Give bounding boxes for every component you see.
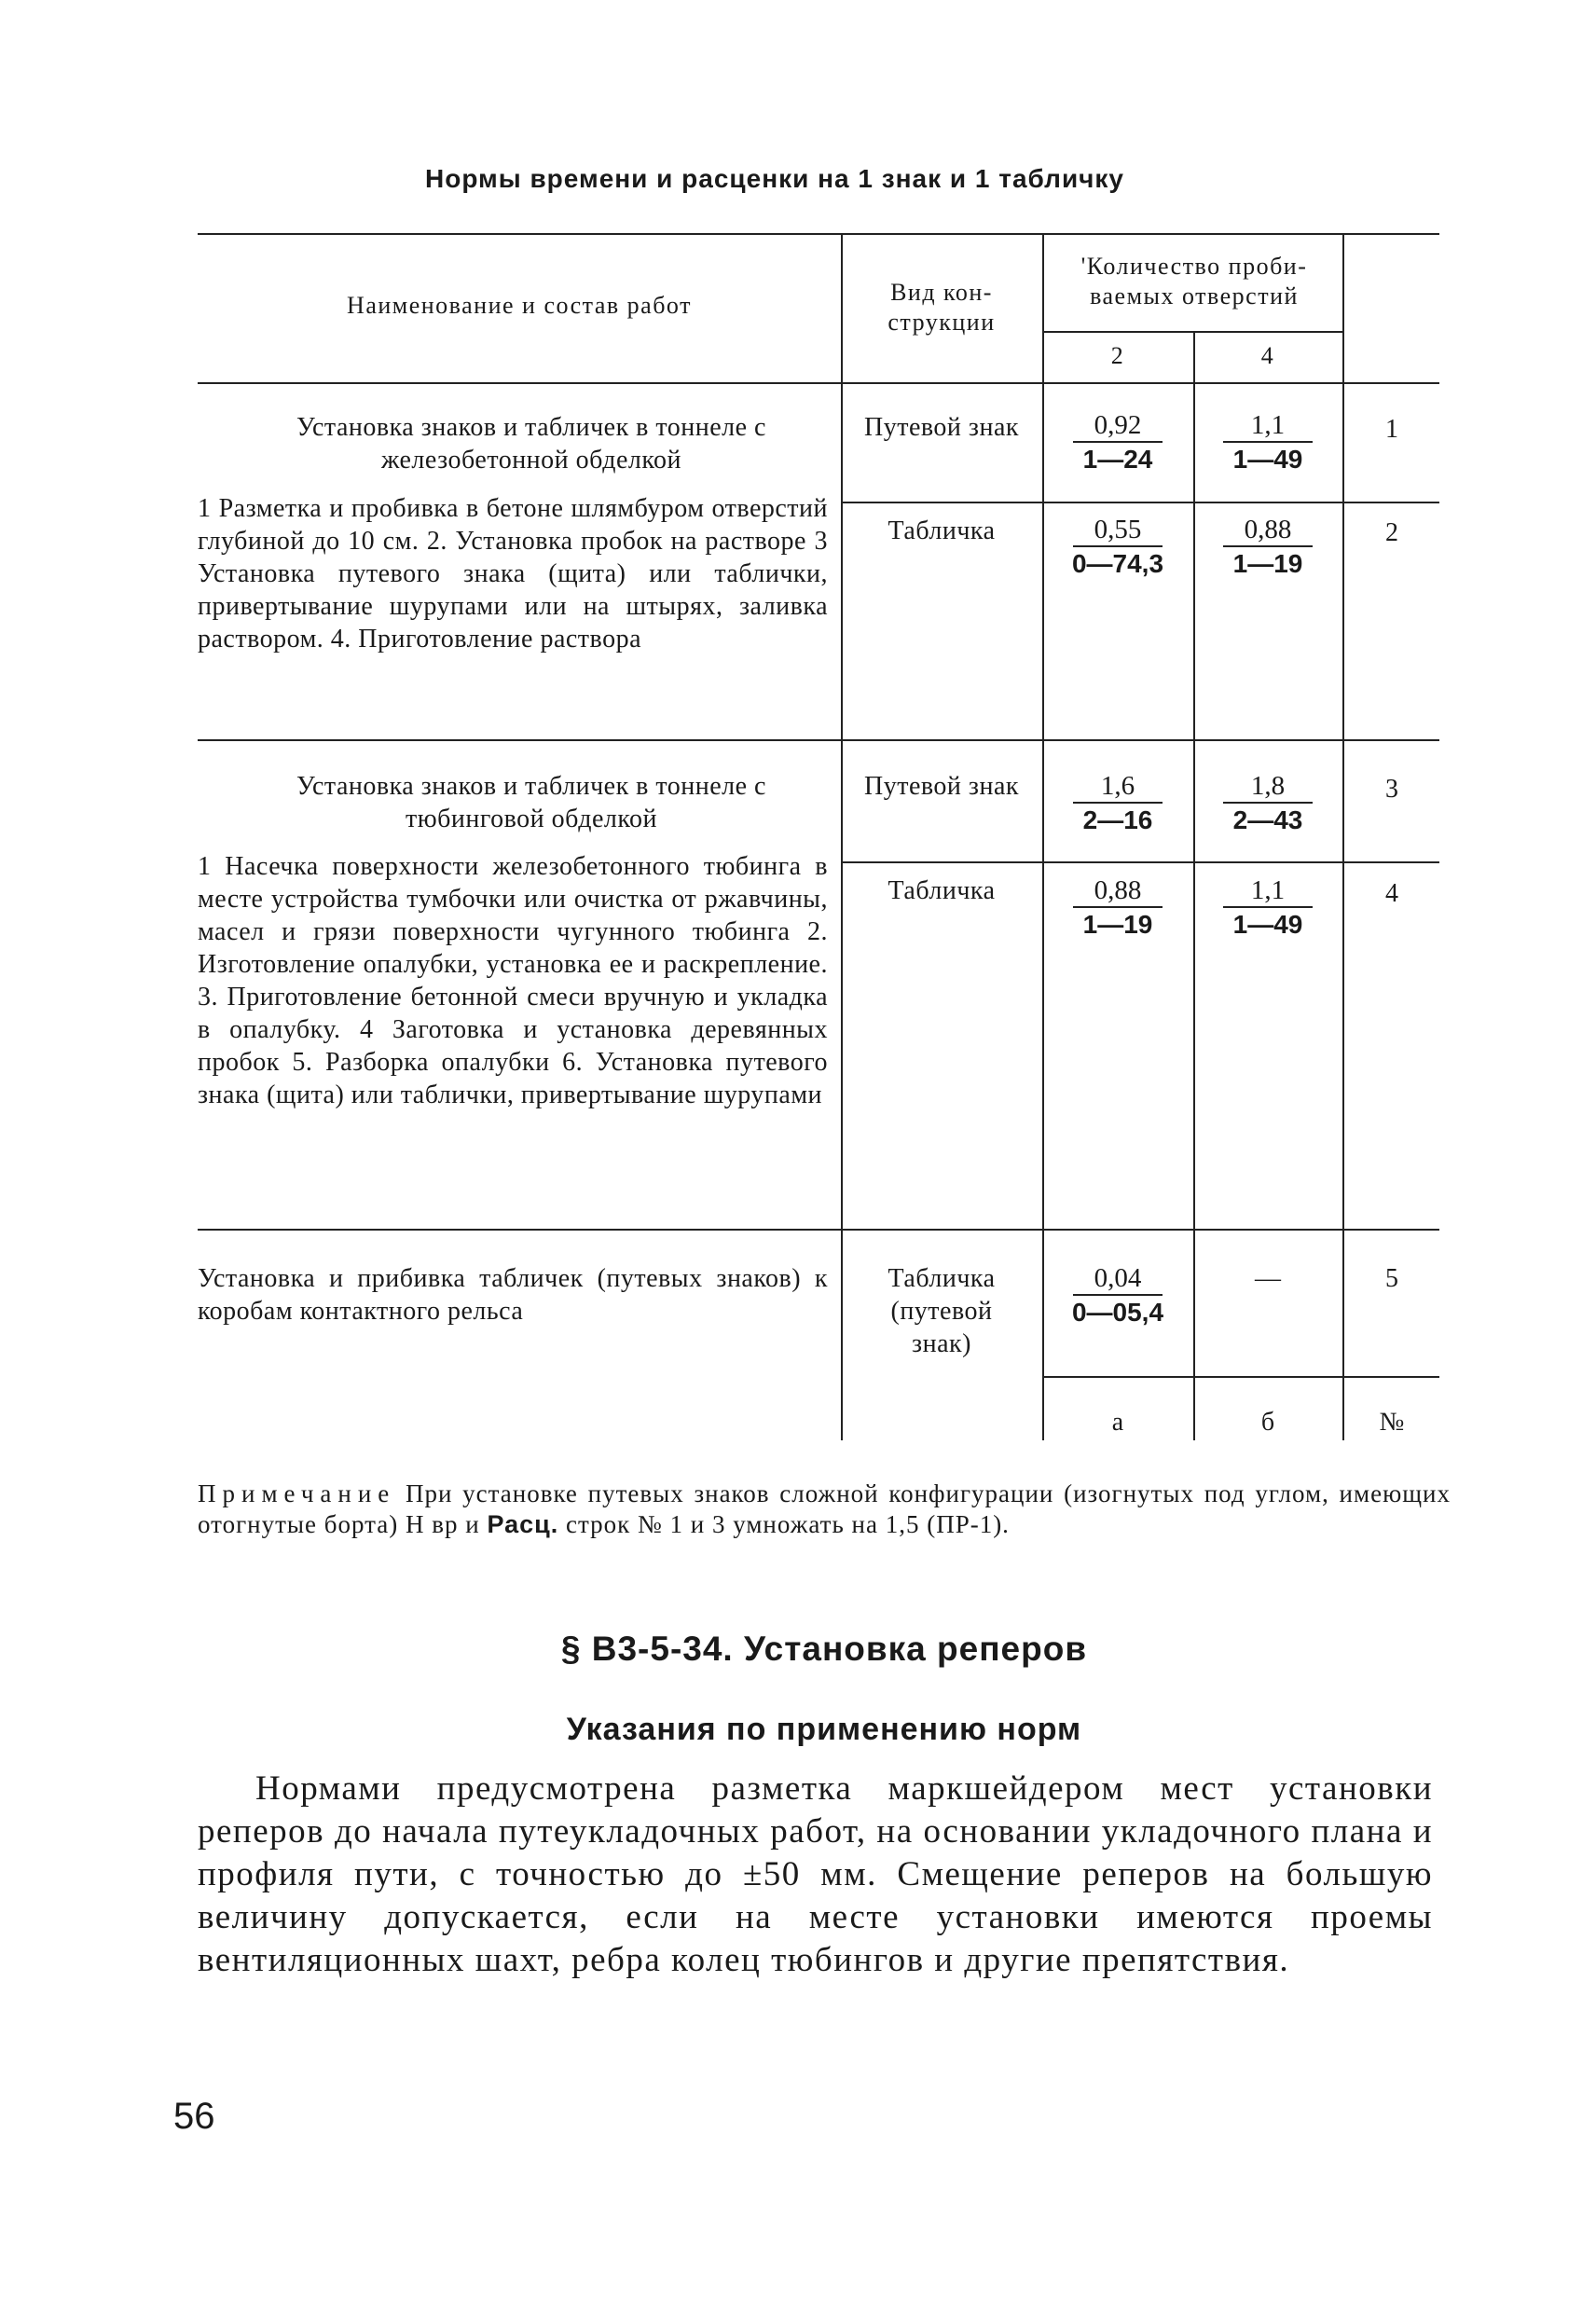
table-top-rule bbox=[198, 233, 1439, 235]
time-norm: 0,04 bbox=[1094, 1263, 1142, 1293]
norm-fraction bbox=[1058, 514, 1177, 581]
rate: 2—43 bbox=[1232, 805, 1303, 834]
col-divider-b bbox=[1193, 331, 1195, 1440]
rate: 1—19 bbox=[1082, 910, 1153, 939]
row-number: 2 bbox=[1385, 518, 1398, 547]
norm-fraction bbox=[1208, 770, 1328, 837]
rate: 1—49 bbox=[1232, 445, 1303, 474]
column-letter-b: б bbox=[1260, 1408, 1275, 1437]
norm-fraction bbox=[1208, 514, 1328, 581]
col-divider-no bbox=[1342, 233, 1344, 1440]
time-norm: 1,6 bbox=[1100, 771, 1135, 801]
row-number: 4 bbox=[1385, 879, 1398, 908]
group2-bottom-rule bbox=[198, 1229, 1439, 1231]
col-divider-a bbox=[1042, 233, 1044, 1440]
rate: 1—19 bbox=[1232, 549, 1303, 578]
time-norm: 1,8 bbox=[1250, 771, 1286, 801]
time-norm: 1,1 bbox=[1250, 875, 1286, 905]
time-norm: 0,92 bbox=[1094, 410, 1142, 440]
norm-fraction bbox=[1058, 874, 1177, 942]
note-bold-term: Расц. bbox=[487, 1510, 559, 1538]
group-title: Установка знаков и табличек в тоннеле с тюбинговой обделкой bbox=[296, 772, 766, 833]
rate: 0—74,3 bbox=[1071, 549, 1164, 578]
group1-bottom-rule bbox=[198, 739, 1439, 741]
note-label: Примечание bbox=[198, 1479, 396, 1507]
footer-row-rule bbox=[1042, 1376, 1439, 1378]
construction-type: Табличка bbox=[887, 876, 996, 905]
row-number: 3 bbox=[1385, 775, 1398, 804]
row3-bottom-rule bbox=[841, 861, 1439, 863]
norm-fraction bbox=[1058, 409, 1177, 476]
construction-type: Путевой знак bbox=[864, 413, 1019, 442]
norm-fraction bbox=[1058, 770, 1177, 837]
table-note bbox=[198, 1479, 1451, 1540]
header-bottom-rule bbox=[198, 382, 1439, 384]
group-description: 1 Разметка и пробивка в бетоне шлямбуром отверстий глубиной до 10 см. 2. Установка пробок на растворе 3 Установка путевого знака (щита) или таблички, привертывание шурупами или на штырях, заливка раствором. 4. Приготовление раствора bbox=[198, 494, 828, 654]
header-col-2: 2 bbox=[1110, 342, 1125, 369]
row-number: 5 bbox=[1385, 1264, 1398, 1293]
body-paragraph: Нормами предусмотрена разметка маркшейдером мест установки реперов до начала путеукладочных работ, на основании укладочного плана и профиля пути, с точностью до ±50 мм. Смещение реперов на большую величину допускается, если на месте установки имеются проемы вентиляционных шахт, ребра колец тюбингов и другие препятствия. bbox=[198, 1769, 1433, 1979]
note-text: строк № 1 и 3 умножать на 1,5 (ПР-1). bbox=[566, 1510, 1010, 1538]
header-holes: 'Количество проби-ваемых отверстий bbox=[1080, 253, 1308, 310]
table-title: Нормы времени и расценки на 1 знак и 1 табличку bbox=[425, 164, 1124, 193]
rate: 1—24 bbox=[1082, 445, 1153, 474]
row-number: 1 bbox=[1385, 415, 1398, 444]
time-norm: 0,88 bbox=[1094, 875, 1142, 905]
rate: 0—05,4 bbox=[1071, 1298, 1164, 1327]
group-title: Установка знаков и табличек в тоннеле с железобетонной обделкой bbox=[296, 413, 766, 475]
construction-type: Табличка (путевой знак) bbox=[887, 1264, 996, 1358]
row1-bottom-rule bbox=[841, 502, 1439, 503]
rate: 1—49 bbox=[1232, 910, 1303, 939]
rate: 2—16 bbox=[1082, 805, 1153, 834]
header-col-4: 4 bbox=[1260, 342, 1275, 369]
header-type: Вид кон-струкции bbox=[887, 279, 996, 336]
header-name: Наименование и состав работ bbox=[347, 292, 692, 319]
time-norm: 0,88 bbox=[1244, 515, 1292, 544]
note-text: При установке путевых знаков сложной конфигурации (изогнутых под углом, имеющих отогнутые борта) Н вр и bbox=[198, 1479, 1451, 1538]
page-number: 56 bbox=[173, 2096, 215, 2137]
time-norm: 0,55 bbox=[1094, 515, 1142, 544]
norm-fraction bbox=[1058, 1262, 1177, 1329]
construction-type: Табличка bbox=[887, 516, 996, 545]
time-norm: 1,1 bbox=[1250, 410, 1286, 440]
sub-heading: Указания по применению норм bbox=[566, 1712, 1082, 1747]
group-title: Установка и прибивка табличек (путевых знаков) к коробам контактного рельса bbox=[198, 1264, 828, 1326]
norm-fraction bbox=[1208, 409, 1328, 476]
construction-type: Путевой знак bbox=[864, 772, 1019, 801]
col-divider-type bbox=[841, 233, 843, 1440]
column-number-sign: № bbox=[1379, 1408, 1405, 1437]
norm-fraction bbox=[1208, 874, 1328, 942]
group-description: 1 Насечка поверхности железобетонного тюбинга в месте устройства тумбочки или очистка от ржавчины, масел и грязи поверхности чугунного тюбинга 2. Изготовление опалубки, установка ее и раскрепление. 3. Приготовление бетонной смеси вручную и укладка в опалубку. 4 Заготовка и установка деревянных пробок 5. Разборка опалубки 6. Установка путевого знака (щита) или таблички, привертывание шурупами bbox=[198, 852, 828, 1109]
column-letter-a: а bbox=[1111, 1408, 1124, 1437]
section-heading: § В3-5-34. Установка реперов bbox=[560, 1630, 1088, 1668]
holes-subheader-rule bbox=[1042, 331, 1342, 333]
empty-dash: — bbox=[1255, 1264, 1281, 1293]
